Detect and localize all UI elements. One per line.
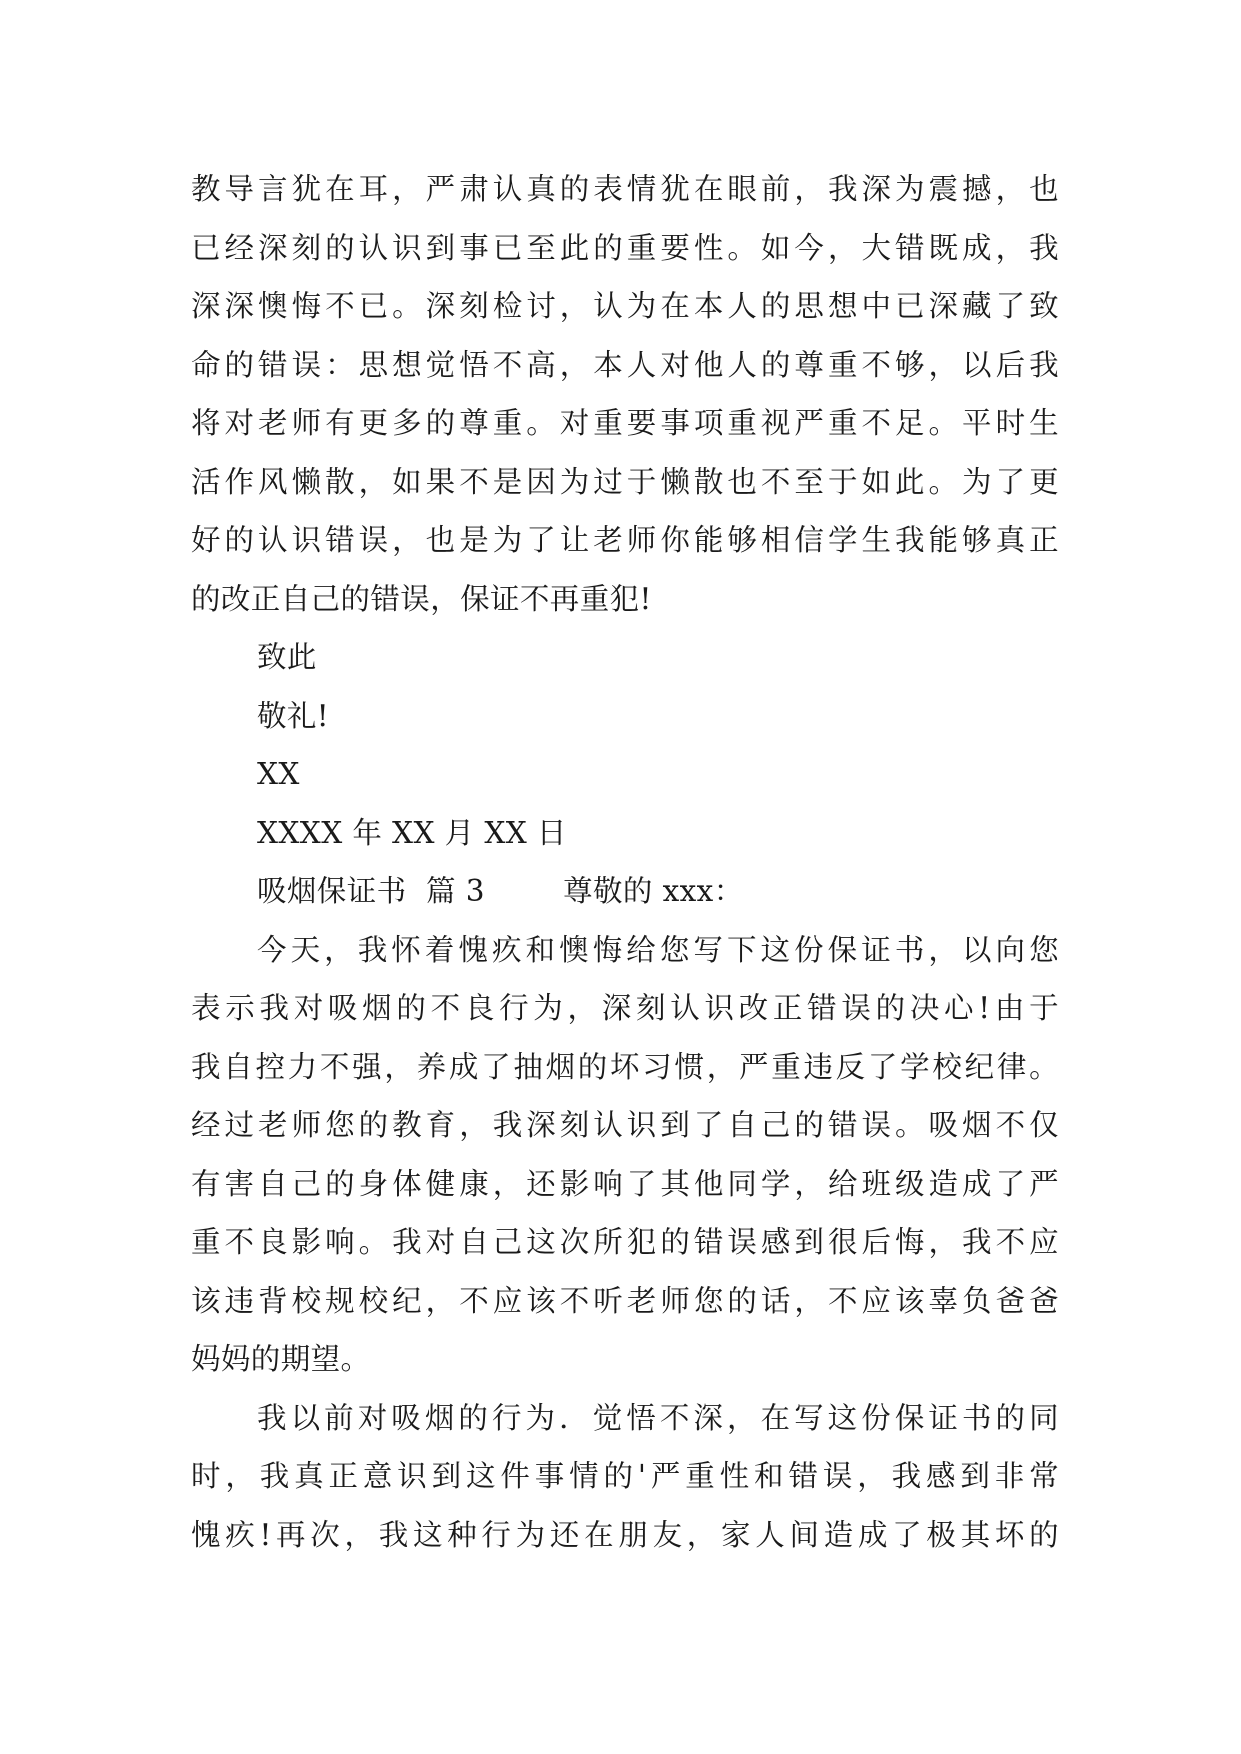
closing-line: 致此 <box>257 640 317 674</box>
paragraph-line: 我自控力不强，养成了抽烟的坏习惯，严重违反了学校纪律。 <box>191 1049 1059 1084</box>
document-body <box>191 160 1059 1564</box>
paragraph-line: 时，我真正意识到这件事情的'严重性和错误，我感到非常 <box>191 1459 1059 1493</box>
signature-line: XX <box>257 757 300 791</box>
paragraph-line: 活作风懒散，如果不是因为过于懒散也不至于如此。为了更 <box>191 464 1059 499</box>
paragraph-line: 表示我对吸烟的不良行为，深刻认识改正错误的决心!由于 <box>191 991 1059 1025</box>
paragraph-line: 愧疚!再次，我这种行为还在朋友，家人间造成了极其坏的 <box>191 1517 1059 1552</box>
paragraph-line: 好的认识错误，也是为了让老师你能够相信学生我能够真正 <box>191 523 1059 557</box>
paragraph-line: 妈妈的期望。 <box>191 1342 371 1376</box>
section-heading: 吸烟保证书 篇 3 尊敬的 xxx： <box>257 874 744 908</box>
paragraph-line: 教导言犹在耳，严肃认真的表情犹在眼前，我深为震撼，也 <box>191 172 1059 206</box>
paragraph-line: 今天，我怀着愧疚和懊悔给您写下这份保证书，以向您 <box>257 932 1059 967</box>
paragraph-line: 有害自己的身体健康，还影响了其他同学，给班级造成了严 <box>191 1166 1059 1201</box>
paragraph-line: 我以前对吸烟的行为．觉悟不深，在写这份保证书的同 <box>257 1400 1059 1435</box>
paragraph-line: 深深懊悔不已。深刻检讨，认为在本人的思想中已深藏了致 <box>191 289 1059 323</box>
date-line: XXXX 年 XX 月 XX 日 <box>257 815 567 850</box>
paragraph-line: 的改正自己的错误，保证不再重犯! <box>191 581 652 616</box>
paragraph-line: 命的错误：思想觉悟不高，本人对他人的尊重不够，以后我 <box>191 347 1059 382</box>
paragraph-line: 将对老师有更多的尊重。对重要事项重视严重不足。平时生 <box>191 406 1059 440</box>
salutation-line: 敬礼! <box>257 698 330 733</box>
paragraph-line: 重不良影响。我对自己这次所犯的错误感到很后悔，我不应 <box>191 1225 1059 1259</box>
paragraph-line: 经过老师您的教育，我深刻认识到了自己的错误。吸烟不仅 <box>191 1108 1059 1142</box>
paragraph-line: 该违背校规校纪，不应该不听老师您的话，不应该辜负爸爸 <box>191 1283 1059 1318</box>
paragraph-line: 已经深刻的认识到事已至此的重要性。如今，大错既成，我 <box>191 230 1059 265</box>
